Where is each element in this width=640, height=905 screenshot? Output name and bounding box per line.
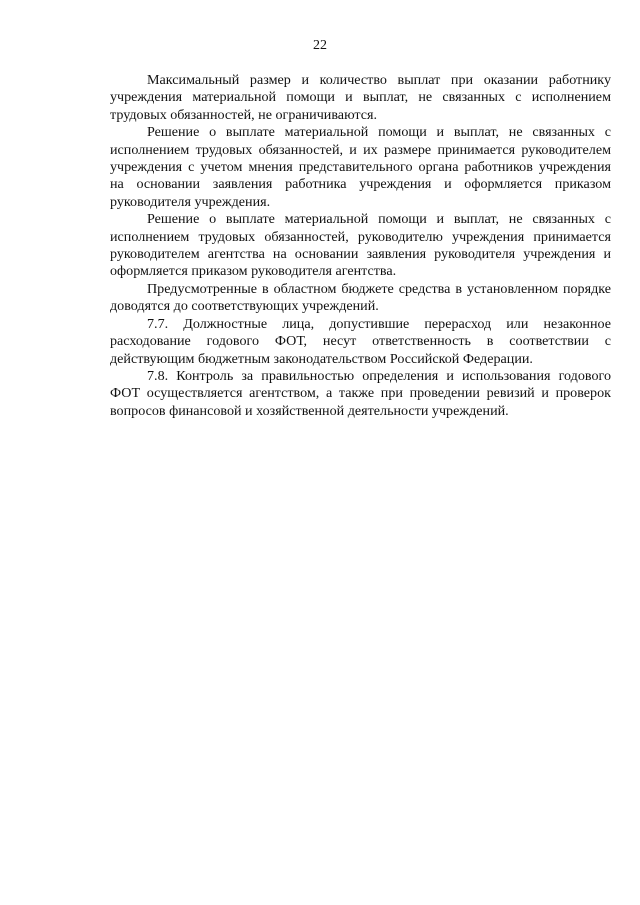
paragraph-decision-head: Решение о выплате материальной помощи и выплат, не связанных с исполнением трудовых обязанностей, руководителю учреждения принимается руководителем агентства на основании заявления руководителя учреждения и оформляется приказом руководителя агентства. bbox=[110, 211, 611, 280]
document-body bbox=[110, 72, 611, 420]
paragraph-7-8: 7.8. Контроль за правильностью определения и использования годового ФОТ осуществляется агентством, а также при проведении ревизий и проверок вопросов финансовой и хозяйственной деятельности учреждений. bbox=[110, 367, 611, 419]
paragraph-max-payments: Максимальный размер и количество выплат при оказании работнику учреждения материальной помощи и выплат, не связанных с исполнением трудовых обязанностей, не ограничиваются. bbox=[110, 72, 611, 123]
paragraph-7-7: 7.7. Должностные лица, допустившие перерасход или незаконное расходование годового ФОТ, несут ответственность в соответствии с действующим бюджетным законодательством Российской Федерации. bbox=[110, 315, 611, 367]
page-number: 22 bbox=[313, 38, 327, 53]
paragraph-decision-employee: Решение о выплате материальной помощи и выплат, не связанных с исполнением трудовых обязанностей, и их размере принимается руководителем учреждения с учетом мнения представительного органа работников учреждения на основании заявления работника учреждения и оформляется приказом руководителя учреждения. bbox=[110, 124, 611, 210]
paragraph-budget-funds: Предусмотренные в областном бюджете средства в установленном порядке доводятся до соответствующих учреждений. bbox=[110, 280, 611, 315]
